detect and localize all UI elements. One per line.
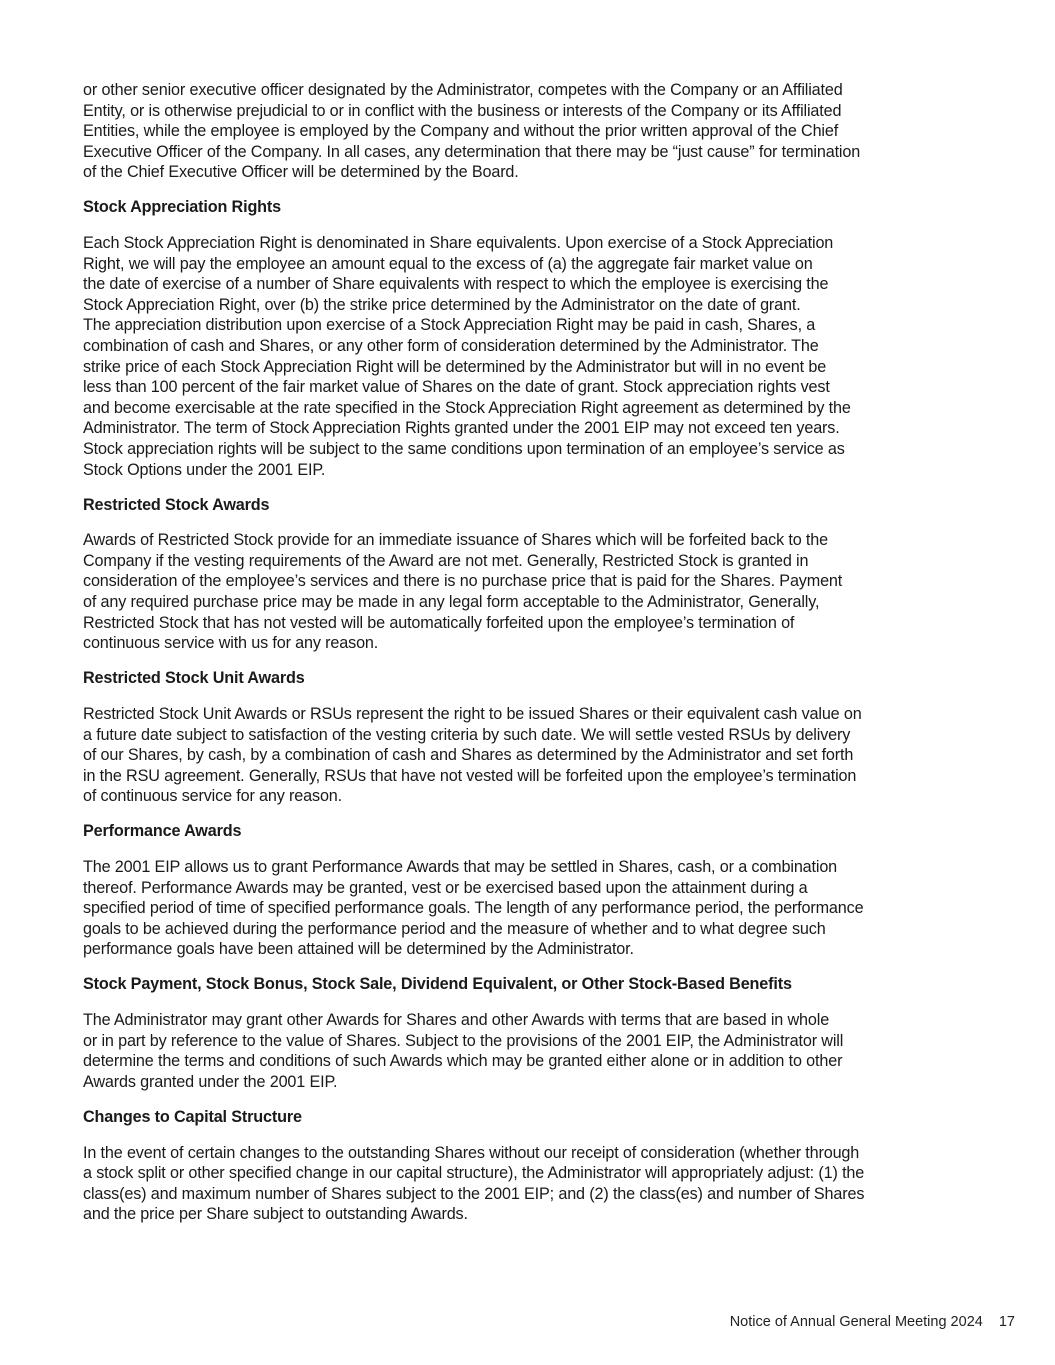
paragraph-performance-awards [83,857,963,960]
paragraph-just-cause-continuation [83,80,963,183]
section-heading-restricted-stock-unit-awards: Restricted Stock Unit Awards [83,669,305,688]
text-line: Entity, or is otherwise prejudicial to or in conflict with the business or interests of the Company or its Affiliated [83,101,842,120]
text-line: Stock Options under the 2001 EIP. [83,460,326,479]
section-heading-restricted-stock-awards: Restricted Stock Awards [83,495,270,514]
text-line: Stock Appreciation Right, over (b) the strike price determined by the Administrator on the date of grant. [83,295,801,314]
text-line: thereof. Performance Awards may be granted, vest or be exercised based upon the attainment during a [83,878,808,897]
text-line: performance goals have been attained will be determined by the Administrator. [83,940,634,959]
section-heading-other-stock-based-benefits: Stock Payment, Stock Bonus, Stock Sale, Dividend Equivalent, or Other Stock-Based Benefits [83,975,792,994]
paragraph-other-stock-based-benefits [83,1010,963,1092]
text-line: Each Stock Appreciation Right is denominated in Share equivalents. Upon exercise of a Stock Appreciation [83,234,834,253]
text-line: of any required purchase price may be made in any legal form acceptable to the Administrator, Generally, [83,593,820,612]
text-line: or in part by reference to the value of Shares. Subject to the provisions of the 2001 EIP, the Administrator will [83,1031,844,1050]
text-line: of the Chief Executive Officer will be determined by the Board. [83,163,519,182]
document-body [83,80,963,1239]
text-line: a future date subject to satisfaction of the vesting criteria by such date. We will settle vested RSUs by delivery [83,725,851,744]
page-footer [730,1314,1015,1330]
section-heading-performance-awards: Performance Awards [83,822,242,841]
text-line: strike price of each Stock Appreciation Right will be determined by the Administrator but will in no event be [83,357,827,376]
text-line: Restricted Stock Unit Awards or RSUs represent the right to be issued Shares or their equivalent cash value on [83,704,862,723]
text-line: Company if the vesting requirements of the Award are not met. Generally, Restricted Stock is granted in [83,551,809,570]
paragraph-changes-to-capital-structure [83,1143,963,1225]
text-line: Entities, while the employee is employed by the Company and without the prior written approval of the Chief [83,122,839,141]
text-line: of our Shares, by cash, by a combination of cash and Shares as determined by the Administrator and set forth [83,746,854,765]
footer-document-title: Notice of Annual General Meeting 2024 [729,1314,983,1330]
text-line: The Administrator may grant other Awards for Shares and other Awards with terms that are based in whole [83,1011,830,1030]
text-line: Executive Officer of the Company. In all cases, any determination that there may be “just cause” for termination [83,142,861,161]
text-line: The 2001 EIP allows us to grant Performance Awards that may be settled in Shares, cash, or a combination [83,858,838,876]
paragraph-stock-appreciation-rights [83,233,963,480]
text-line: or other senior executive officer designated by the Administrator, competes with the Company or an Affiliated [83,81,843,99]
section-heading-stock-appreciation-rights: Stock Appreciation Rights [83,198,282,217]
text-line: combination of cash and Shares, or any other form of consideration determined by the Administrator. The [83,337,819,356]
text-line: Awards granted under the 2001 EIP. [83,1072,338,1091]
text-line: goals to be achieved during the performance period and the measure of whether and to what degree such [83,919,826,938]
text-line: in the RSU agreement. Generally, RSUs that have not vested will be forfeited upon the employee’s termination [83,766,857,785]
text-line: of continuous service for any reason. [83,787,342,806]
text-line: a stock split or other specified change in our capital structure), the Administrator will appropriately adjust: (1) the [83,1164,865,1183]
text-line: determine the terms and conditions of such Awards which may be granted either alone or in addition to other [83,1052,843,1071]
text-line: The appreciation distribution upon exercise of a Stock Appreciation Right may be paid in cash, Shares, a [83,316,816,335]
text-line: less than 100 percent of the fair market value of Shares on the date of grant. Stock appreciation rights vest [83,378,830,397]
paragraph-restricted-stock-unit-awards [83,704,963,807]
text-line: In the event of certain changes to the outstanding Shares without our receipt of consideration (whether through [83,1143,860,1162]
text-line: Stock appreciation rights will be subject to the same conditions upon termination of an employee’s service as [83,440,845,458]
text-line: continuous service with us for any reason. [83,634,379,653]
text-line: Awards of Restricted Stock provide for an immediate issuance of Shares which will be forfeited back to the [83,531,828,550]
text-line: and become exercisable at the rate specified in the Stock Appreciation Right agreement as determined by the [83,398,851,417]
text-line: the date of exercise of a number of Share equivalents with respect to which the employee is exercising the [83,275,829,294]
paragraph-restricted-stock-awards [83,530,963,654]
page-number: 17 [998,1314,1015,1330]
text-line: Administrator. The term of Stock Appreciation Rights granted under the 2001 EIP may not exceed ten years. [83,419,840,438]
text-line: specified period of time of specified performance goals. The length of any performance period, the performance [83,899,864,918]
text-line: consideration of the employee’s services and there is no purchase price that is paid for the Shares. Payment [83,572,843,591]
section-heading-changes-to-capital-structure: Changes to Capital Structure [83,1107,302,1126]
text-line: Right, we will pay the employee an amount equal to the excess of (a) the aggregate fair market value on [83,254,813,273]
text-line: and the price per Share subject to outstanding Awards. [83,1205,468,1224]
text-line: class(es) and maximum number of Shares subject to the 2001 EIP; and (2) the class(es) and number of Shares [83,1184,865,1203]
text-line: Restricted Stock that has not vested will be automatically forfeited upon the employee’s termination of [83,613,795,632]
